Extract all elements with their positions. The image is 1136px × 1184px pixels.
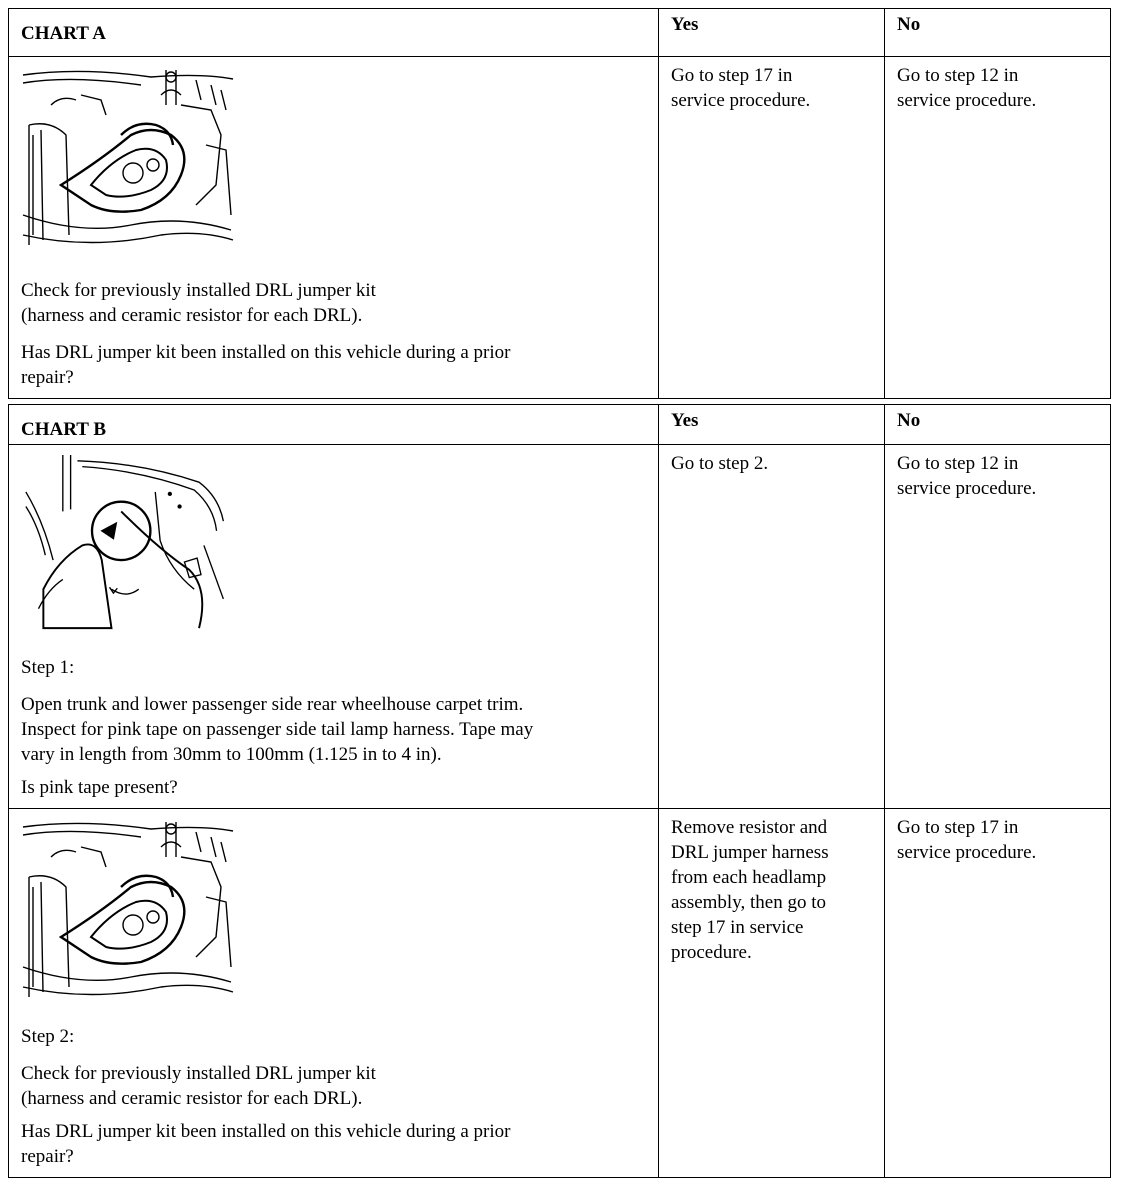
chart-b-header-row: [9, 405, 1111, 445]
chart-a-line1: Check for previously installed DRL jumper kit: [21, 280, 376, 301]
chart-b-step2-question-line1: Has DRL jumper kit been installed on this vehicle during a prior: [21, 1121, 511, 1142]
chart-a-yes-line: service procedure.: [671, 90, 811, 111]
chart-b-yes-header: Yes: [659, 405, 885, 445]
chart-b-step1-cell: [9, 445, 659, 809]
trunk-wheelhouse-illustration: [21, 453, 236, 633]
chart-b-step1-text3: vary in length from 30mm to 100mm (1.125 in to 4 in).: [21, 744, 442, 765]
chart-a-question-line1: Has DRL jumper kit been installed on this vehicle during a prior: [21, 342, 511, 363]
chart-b-step1-no-cell: [885, 445, 1111, 809]
chart-b-step1-question: Is pink tape present?: [21, 777, 178, 798]
chart-b-step2-yes-line: from each headlamp: [671, 867, 827, 888]
chart-a-no-line: Go to step 12 in: [897, 65, 1019, 86]
chart-a-yes-line: Go to step 17 in: [671, 65, 793, 86]
chart-b-step1-label: Step 1:: [21, 657, 75, 678]
chart-a-yes-header: Yes: [659, 9, 885, 57]
headlamp-assembly-illustration: [21, 817, 236, 1002]
chart-b-step2-yes-line: Remove resistor and: [671, 817, 828, 838]
chart-b-step1-text1: Open trunk and lower passenger side rear wheelhouse carpet trim.: [21, 694, 524, 715]
chart-b-step1-no-line: Go to step 12 in: [897, 453, 1019, 474]
chart-b-step2-no-line: service procedure.: [897, 842, 1037, 863]
chart-b-step2-label: Step 2:: [21, 1026, 75, 1047]
chart-b-step2-yes-line: assembly, then go to: [671, 892, 826, 913]
chart-b-step2-line2: (harness and ceramic resistor for each DRL).: [21, 1088, 363, 1109]
headlamp-assembly-illustration: [21, 65, 236, 250]
chart-b-step1-row: [9, 445, 1111, 809]
chart-b-step1-yes-line: Go to step 2.: [671, 453, 769, 474]
chart-b-step2-yes-line: procedure.: [671, 942, 752, 963]
chart-b-step2-yes-cell: [659, 809, 885, 1178]
chart-a-line2: (harness and ceramic resistor for each DRL).: [21, 305, 363, 326]
chart-a-table: [8, 8, 1111, 399]
chart-a-no-line: service procedure.: [897, 90, 1037, 111]
chart-b-step2-no-cell: [885, 809, 1111, 1178]
chart-a-header-row: [9, 9, 1111, 57]
chart-b-no-header: No: [885, 405, 1111, 445]
chart-b-title: CHART B: [9, 405, 659, 445]
chart-b-step2-line1: Check for previously installed DRL jumper kit: [21, 1063, 376, 1084]
chart-a-question-line2: repair?: [21, 367, 74, 388]
chart-b-step2-yes-line: DRL jumper harness: [671, 842, 829, 863]
chart-b-step2-no-line: Go to step 17 in: [897, 817, 1019, 838]
chart-a-row: [9, 57, 1111, 399]
chart-b-step2-yes-line: step 17 in service: [671, 917, 804, 938]
chart-b-step1-yes-cell: [659, 445, 885, 809]
chart-b-step2-question-line2: repair?: [21, 1146, 74, 1167]
chart-b-step2-row: [9, 809, 1111, 1178]
chart-a-no-cell: [885, 57, 1111, 399]
chart-a-yes-cell: [659, 57, 885, 399]
chart-b-table: [8, 404, 1111, 1178]
chart-b-step1-text2: Inspect for pink tape on passenger side tail lamp harness. Tape may: [21, 719, 534, 740]
chart-a-no-header: No: [885, 9, 1111, 57]
chart-b-step1-no-line: service procedure.: [897, 478, 1037, 499]
chart-a-title: CHART A: [9, 9, 659, 57]
chart-a-question-cell: [9, 57, 659, 399]
chart-b-step2-cell: [9, 809, 659, 1178]
